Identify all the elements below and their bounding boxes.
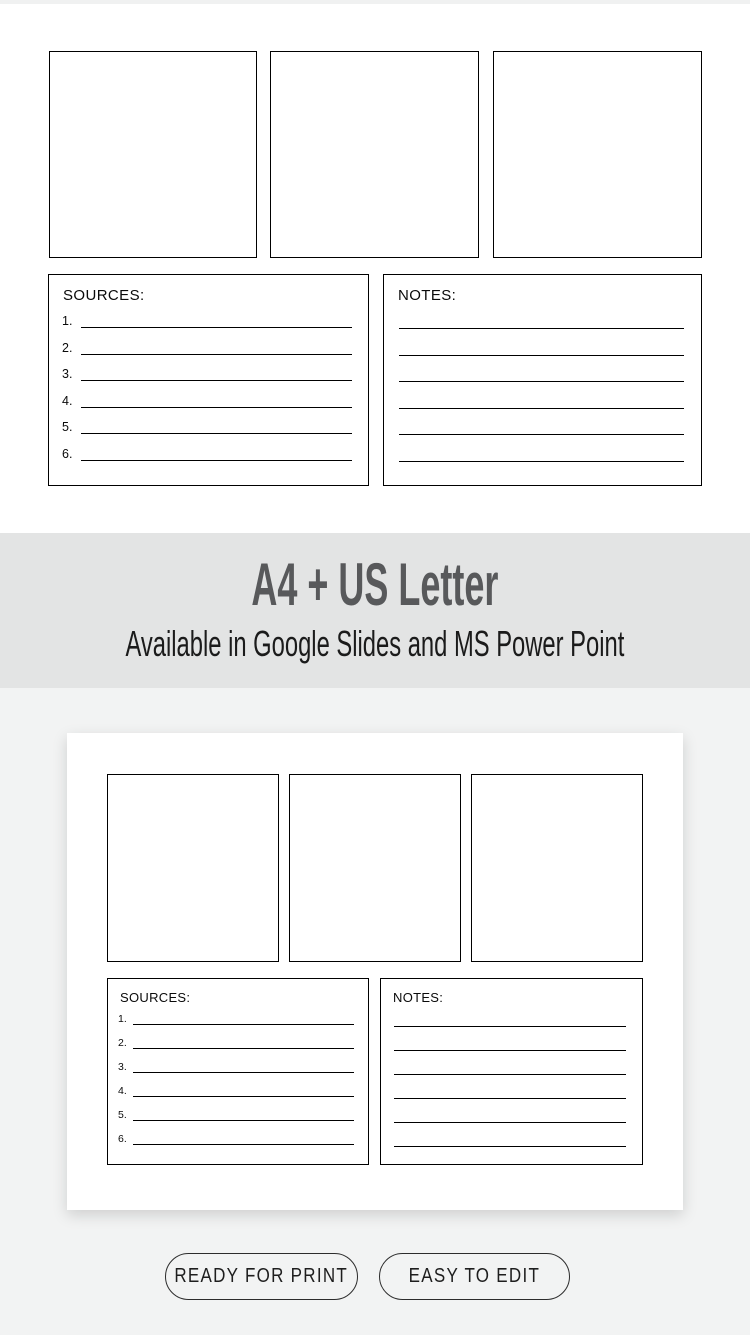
source-number: 6. <box>118 1133 127 1145</box>
notes-line-2 <box>394 1050 626 1051</box>
image-placeholder-box-2 <box>270 51 479 258</box>
write-line <box>81 407 352 408</box>
source-number: 5. <box>118 1109 127 1121</box>
notes-line-4 <box>399 408 684 409</box>
write-line <box>81 327 352 328</box>
banner-title-text: A4 + US Letter <box>251 551 499 618</box>
mockup-image-placeholder-box-1 <box>107 774 279 962</box>
write-line <box>133 1120 354 1121</box>
source-number: 4. <box>118 1085 127 1097</box>
source-line-4 <box>62 391 352 408</box>
write-line <box>81 460 352 461</box>
source-number: 6. <box>62 447 73 461</box>
sources-box <box>48 274 369 486</box>
notes-box <box>383 274 702 486</box>
source-number: 5. <box>62 420 73 434</box>
notes-line-2 <box>399 355 684 356</box>
notes-line-1 <box>399 328 684 329</box>
write-line <box>81 433 352 434</box>
notes-line-6 <box>399 461 684 462</box>
sources-label: SOURCES: <box>120 990 191 1005</box>
easy-to-edit-badge[interactable] <box>379 1253 570 1300</box>
source-line-4 <box>118 1082 354 1097</box>
mockup-notes-box <box>380 978 643 1165</box>
source-line-6 <box>62 444 352 461</box>
source-number: 2. <box>118 1037 127 1049</box>
mockup-image-placeholder-box-3 <box>471 774 643 962</box>
easy-to-edit-label: EASY TO EDIT <box>408 1265 541 1287</box>
notes-line-4 <box>394 1098 626 1099</box>
banner-subtitle-text: Available in Google Slides and MS Power Point <box>125 623 625 664</box>
source-line-5 <box>118 1106 354 1121</box>
source-line-1 <box>62 311 352 328</box>
sources-label: SOURCES: <box>63 287 145 304</box>
mockup-section <box>0 688 750 1335</box>
format-banner <box>0 533 750 688</box>
write-line <box>81 354 352 355</box>
source-line-6 <box>118 1130 354 1145</box>
source-number: 4. <box>62 394 73 408</box>
write-line <box>133 1048 354 1049</box>
write-line <box>133 1144 354 1145</box>
source-number: 3. <box>118 1061 127 1073</box>
notes-line-6 <box>394 1146 626 1147</box>
source-line-3 <box>118 1058 354 1073</box>
source-line-3 <box>62 364 352 381</box>
notes-line-3 <box>394 1074 626 1075</box>
notes-line-5 <box>394 1122 626 1123</box>
write-line <box>133 1024 354 1025</box>
source-line-1 <box>118 1010 354 1025</box>
banner-title <box>169 551 581 618</box>
source-number: 2. <box>62 341 73 355</box>
source-line-5 <box>62 417 352 434</box>
mockup-sources-box <box>107 978 369 1165</box>
source-line-2 <box>118 1034 354 1049</box>
image-placeholder-box-3 <box>493 51 702 258</box>
notes-line-3 <box>399 381 684 382</box>
worksheet-page-mockup <box>67 733 683 1210</box>
notes-label: NOTES: <box>398 287 457 304</box>
source-line-2 <box>62 338 352 355</box>
ready-for-print-badge[interactable] <box>165 1253 358 1300</box>
notes-label: NOTES: <box>393 990 444 1005</box>
worksheet-template-preview <box>0 4 750 533</box>
notes-line-5 <box>399 434 684 435</box>
banner-subtitle <box>0 623 750 664</box>
source-number: 3. <box>62 367 73 381</box>
write-line <box>81 380 352 381</box>
mockup-image-placeholder-box-2 <box>289 774 461 962</box>
image-placeholder-box-1 <box>49 51 257 258</box>
source-number: 1. <box>118 1013 127 1025</box>
source-number: 1. <box>62 314 73 328</box>
notes-line-1 <box>394 1026 626 1027</box>
write-line <box>133 1096 354 1097</box>
ready-for-print-label: READY FOR PRINT <box>174 1265 349 1287</box>
write-line <box>133 1072 354 1073</box>
